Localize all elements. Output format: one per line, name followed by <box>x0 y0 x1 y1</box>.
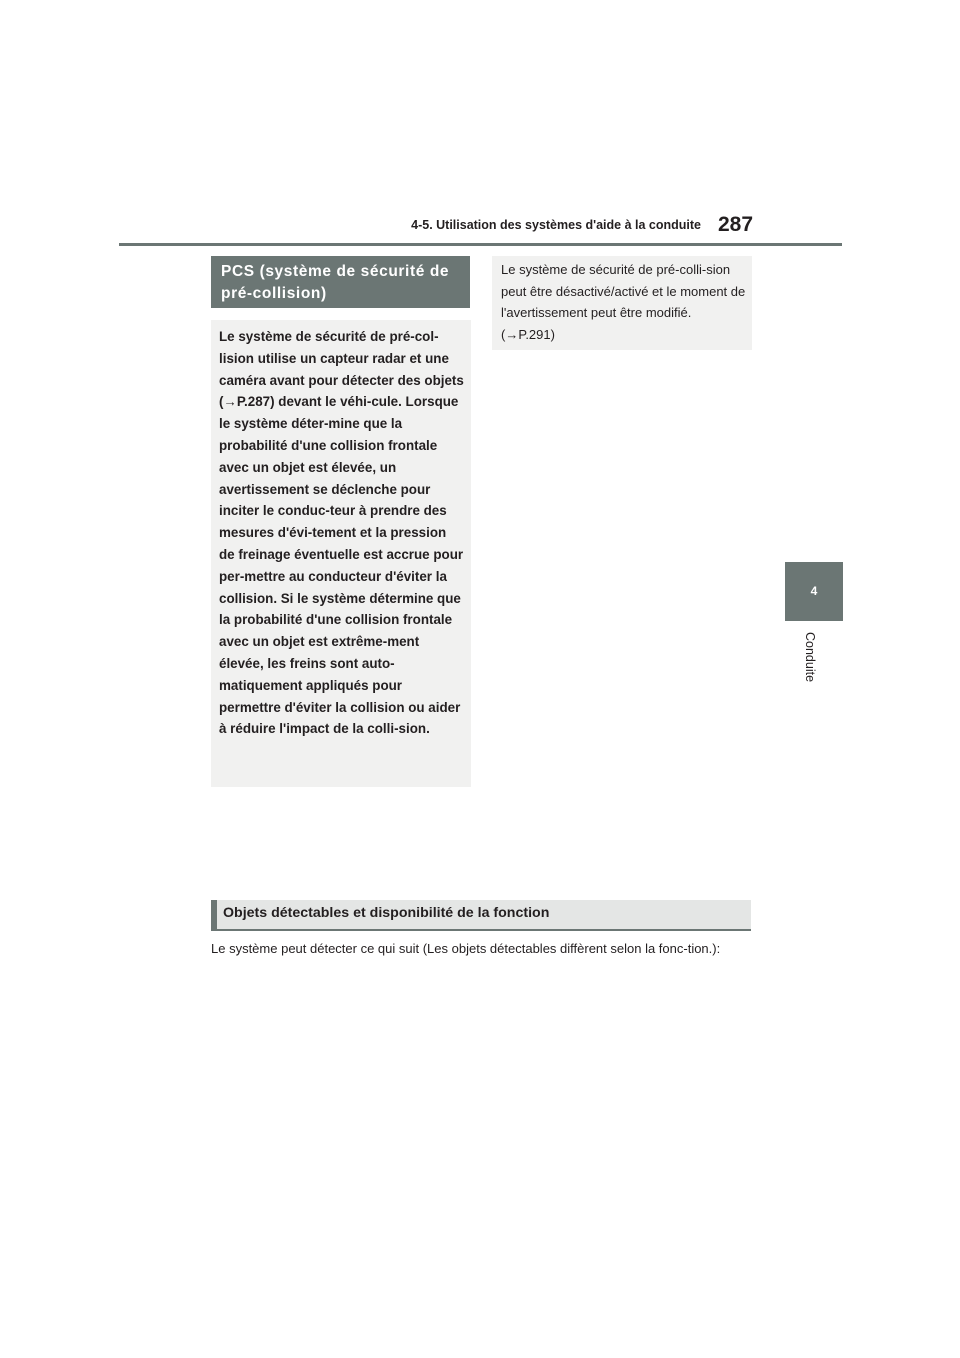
running-header-title: 4-5. Utilisation des systèmes d'aide à la conduite <box>411 218 701 232</box>
settings-note-box: Le système de sécurité de pré-colli-sion peut être désactivé/activé et le moment de l'avertissement peut être modifié. (→P.291) <box>492 256 752 350</box>
chapter-number: 4 <box>810 584 818 598</box>
body-paragraph: Le système peut détecter ce qui suit (Les objets détectables diffèrent selon la fonc-tion.): <box>211 941 721 956</box>
subsection-heading: Objets détectables et disponibilité de la fonction <box>211 900 751 929</box>
intro-text-box: Le système de sécurité de pré-col-lision utilise un capteur radar et une caméra avant pour détecter des objets (→P.287) devant le véhi-cule. Lorsque le système déter-mine que la probabilité d'une collision frontale avec un objet est élevée, un avertissement se déclenche pour inciter le conduc-teur à prendre des mesures d'évi-tement et la pression de freinage éventuelle est accrue pour per-mettre au conducteur d'éviter la collision. Si le système détermine que la probabilité d'une collision frontale avec un objet est extrême-ment élevée, les freins sont auto-matiquement appliqués pour permettre d'éviter la collision ou aider à réduire l'impact de la colli-sion. <box>211 320 471 787</box>
section-heading: PCS (système de sécurité de pré-collision) <box>211 256 470 308</box>
chapter-tab <box>785 562 843 621</box>
subsection-divider <box>211 929 751 931</box>
header-divider <box>119 243 842 246</box>
chapter-name: Conduite <box>803 632 817 683</box>
page-number: 287 <box>718 213 754 236</box>
